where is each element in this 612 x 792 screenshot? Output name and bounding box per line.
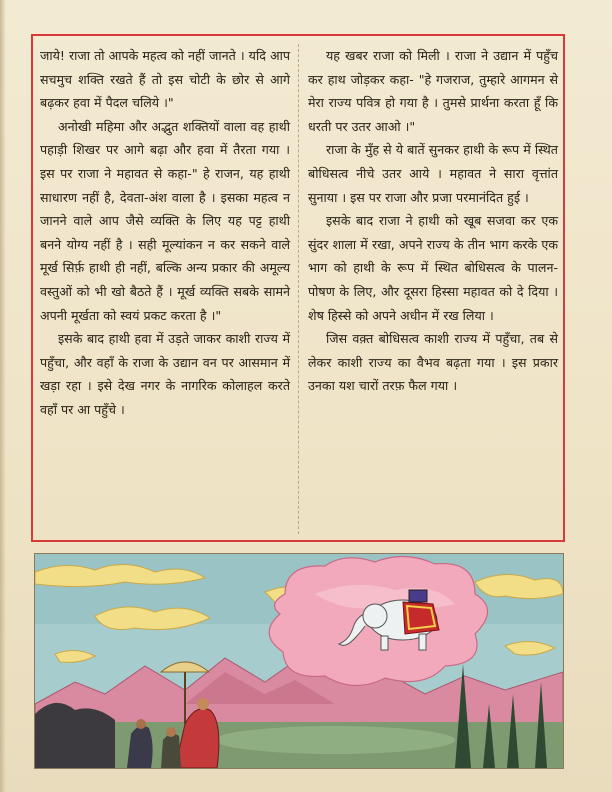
garden-lawn xyxy=(215,726,455,754)
story-illustration xyxy=(34,553,564,769)
paragraph: इसके बाद हाथी हवा में उड़ते जाकर काशी राज्य में पहुँचा, और वहाँ के राजा के उद्यान वन पर आसमान में खड़ा रहा । इसे देख नगर के नागरिक कोलाहल करते वहाँ पर आ पहुँचे । xyxy=(40,331,290,417)
column-divider xyxy=(298,44,299,534)
right-column xyxy=(308,44,558,398)
text-frame xyxy=(31,34,565,542)
paragraph: अनोखी महिमा और अद्भुत शक्तियों वाला वह हाथी पहाड़ी शिखर पर आगे बढ़ा और हवा में तैरता गया । इस पर राजा ने महावत से कहा-" हे राजन, यह हाथी साधारण नहीं है, देवता-अंश वाला है । इसका महत्व न जानने वाले आप जैसे व्यक्ति के लिए यह पट्ट हाथी बनने योग्य नहीं है । सही मूल्यांकन न कर सकने वाले मूर्ख सिर्फ़ हाथी ही नहीं, बल्कि अन्य प्रकार की अमूल्य वस्तुओं को भी खो बैठते हैं । मूर्ख व्यक्ति सबके सामने अपनी मूर्खता को स्वयं प्रकट करता है ।" xyxy=(40,118,290,323)
paragraph: इसके बाद राजा ने हाथी को खूब सजवा कर एक सुंदर शाला में रखा, अपने राज्य के तीन भाग करके एक भाग को हाथी के रूप में स्थित बोधिसत्व के पालन-पोषण के लिए, और दूसरा हिस्सा महावत को दे दिया । शेष हिस्से को अपने अधीन में रख लिया । xyxy=(308,213,558,323)
illustration-svg xyxy=(35,554,563,768)
left-trees xyxy=(35,703,115,768)
paragraph: जाये! राजा तो आपके महत्व को नहीं जानते । यदि आप सचमुच शक्ति रखते हैं तो इस चोटी के छोर से आगे बढ़कर हवा में पैदल चलिये ।" xyxy=(40,48,290,111)
paragraph: यह खबर राजा को मिली । राजा ने उद्यान में पहुँच कर हाथ जोड़कर कहा- "हे गजराज, तुम्हारे आगमन से मेरा राज्य पवित्र हो गया है । तुमसे प्रार्थना करता हूँ कि धरती पर उतर आओ ।" xyxy=(308,48,558,134)
paragraph: राजा के मुँह से ये बातें सुनकर हाथी के रूप में स्थित बोधिसत्व नीचे उतर आये । महावत ने सारा वृत्तांत सुनाया । इस पर राजा और प्रजा परमानंदित हुई । xyxy=(308,142,558,205)
page-edge xyxy=(0,0,6,792)
paragraph: जिस वक़्त बोधिसत्व काशी राज्य में पहुँचा, तब से लेकर काशी राज्य का वैभव बढ़ता गया । इस प्रकार उनका यश चारों तरफ़ फैल गया । xyxy=(308,331,558,394)
left-column xyxy=(40,44,290,422)
